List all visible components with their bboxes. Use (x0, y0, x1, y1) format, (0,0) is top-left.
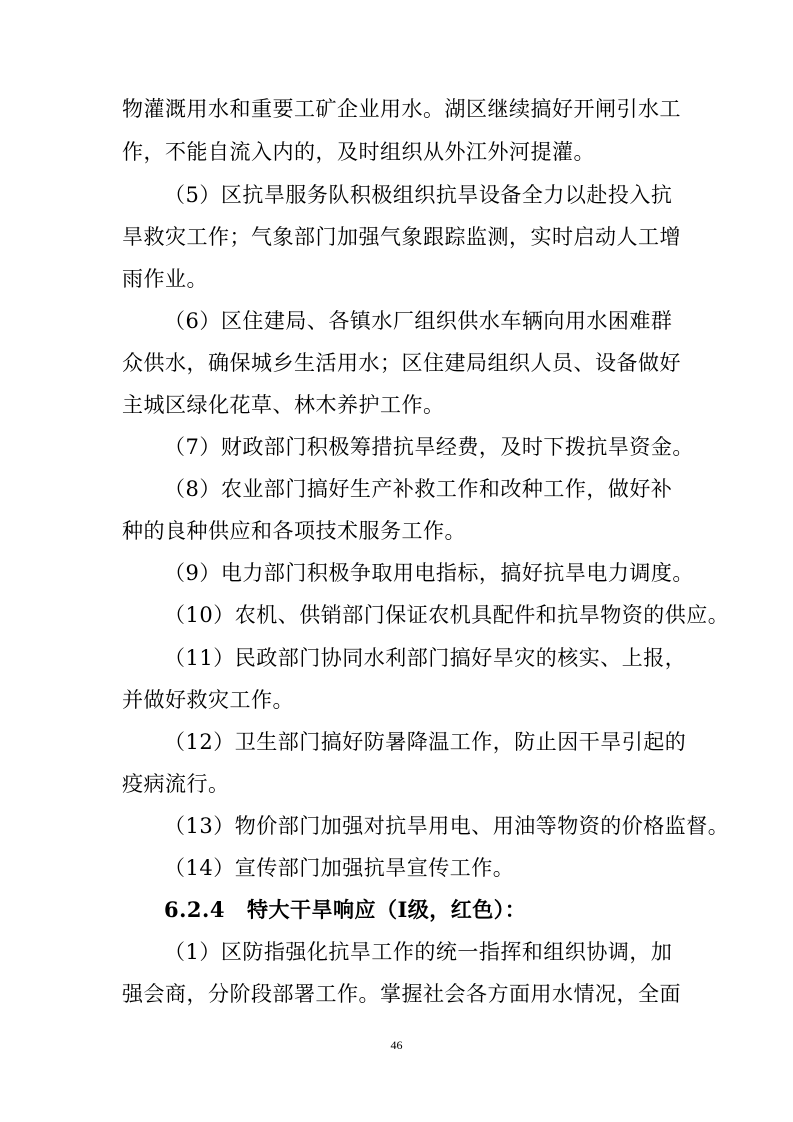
body-line: （7）财政部门积极筹措抗旱经费，及时下拨抗旱资金。 (164, 435, 694, 459)
body-line: 旱救灾工作；气象部门加强气象跟踪监测，实时启动人工增 (122, 225, 681, 249)
body-line: 主城区绿化花草、林木养护工作。 (122, 393, 445, 417)
body-line: （13）物价部门加强对抗旱用电、用油等物资的价格监督。 (164, 814, 730, 838)
body-line: 雨作业。 (122, 267, 208, 291)
body-line: （11）民政部门协同水利部门搞好旱灾的核实、上报， (164, 646, 687, 670)
body-line: （8）农业部门搞好生产补救工作和改种工作，做好补 (164, 477, 673, 501)
body-line: 作，不能自流入内的，及时组织从外江外河提灌。 (122, 140, 595, 164)
body-line: 疫病流行。 (122, 772, 230, 796)
page-number: 46 (390, 1038, 403, 1052)
body-line: （1）区防指强化抗旱工作的统一指挥和组织协调，加 (164, 940, 673, 964)
body-line: 强会商，分阶段部署工作。掌握社会各方面用水情况，全面 (122, 982, 681, 1006)
body-line: 物灌溉用水和重要工矿企业用水。湖区继续搞好开闸引水工 (122, 97, 681, 121)
body-line: （12）卫生部门搞好防暑降温工作，防止因干旱引起的 (164, 730, 687, 754)
body-line: 众供水，确保城乡生活用水；区住建局组织人员、设备做好 (122, 351, 681, 375)
body-line: 种的良种供应和各项技术服务工作。 (122, 519, 466, 543)
section-heading (164, 895, 526, 925)
section-title: 特大干旱响应（Ⅰ级，红色）： (246, 897, 527, 922)
body-line: （5）区抗旱服务队积极组织抗旱设备全力以赴投入抗 (164, 183, 673, 207)
body-line: （14）宣传部门加强抗旱宣传工作。 (164, 856, 515, 880)
body-line: （10）农机、供销部门保证农机具配件和抗旱物资的供应。 (164, 603, 730, 627)
body-line: （9）电力部门积极争取用电指标，搞好抗旱电力调度。 (164, 561, 694, 585)
body-line: （6）区住建局、各镇水厂组织供水车辆向用水困难群 (164, 309, 673, 333)
body-line: 并做好救灾工作。 (122, 688, 294, 712)
section-number: 6.2.4 (164, 897, 225, 922)
